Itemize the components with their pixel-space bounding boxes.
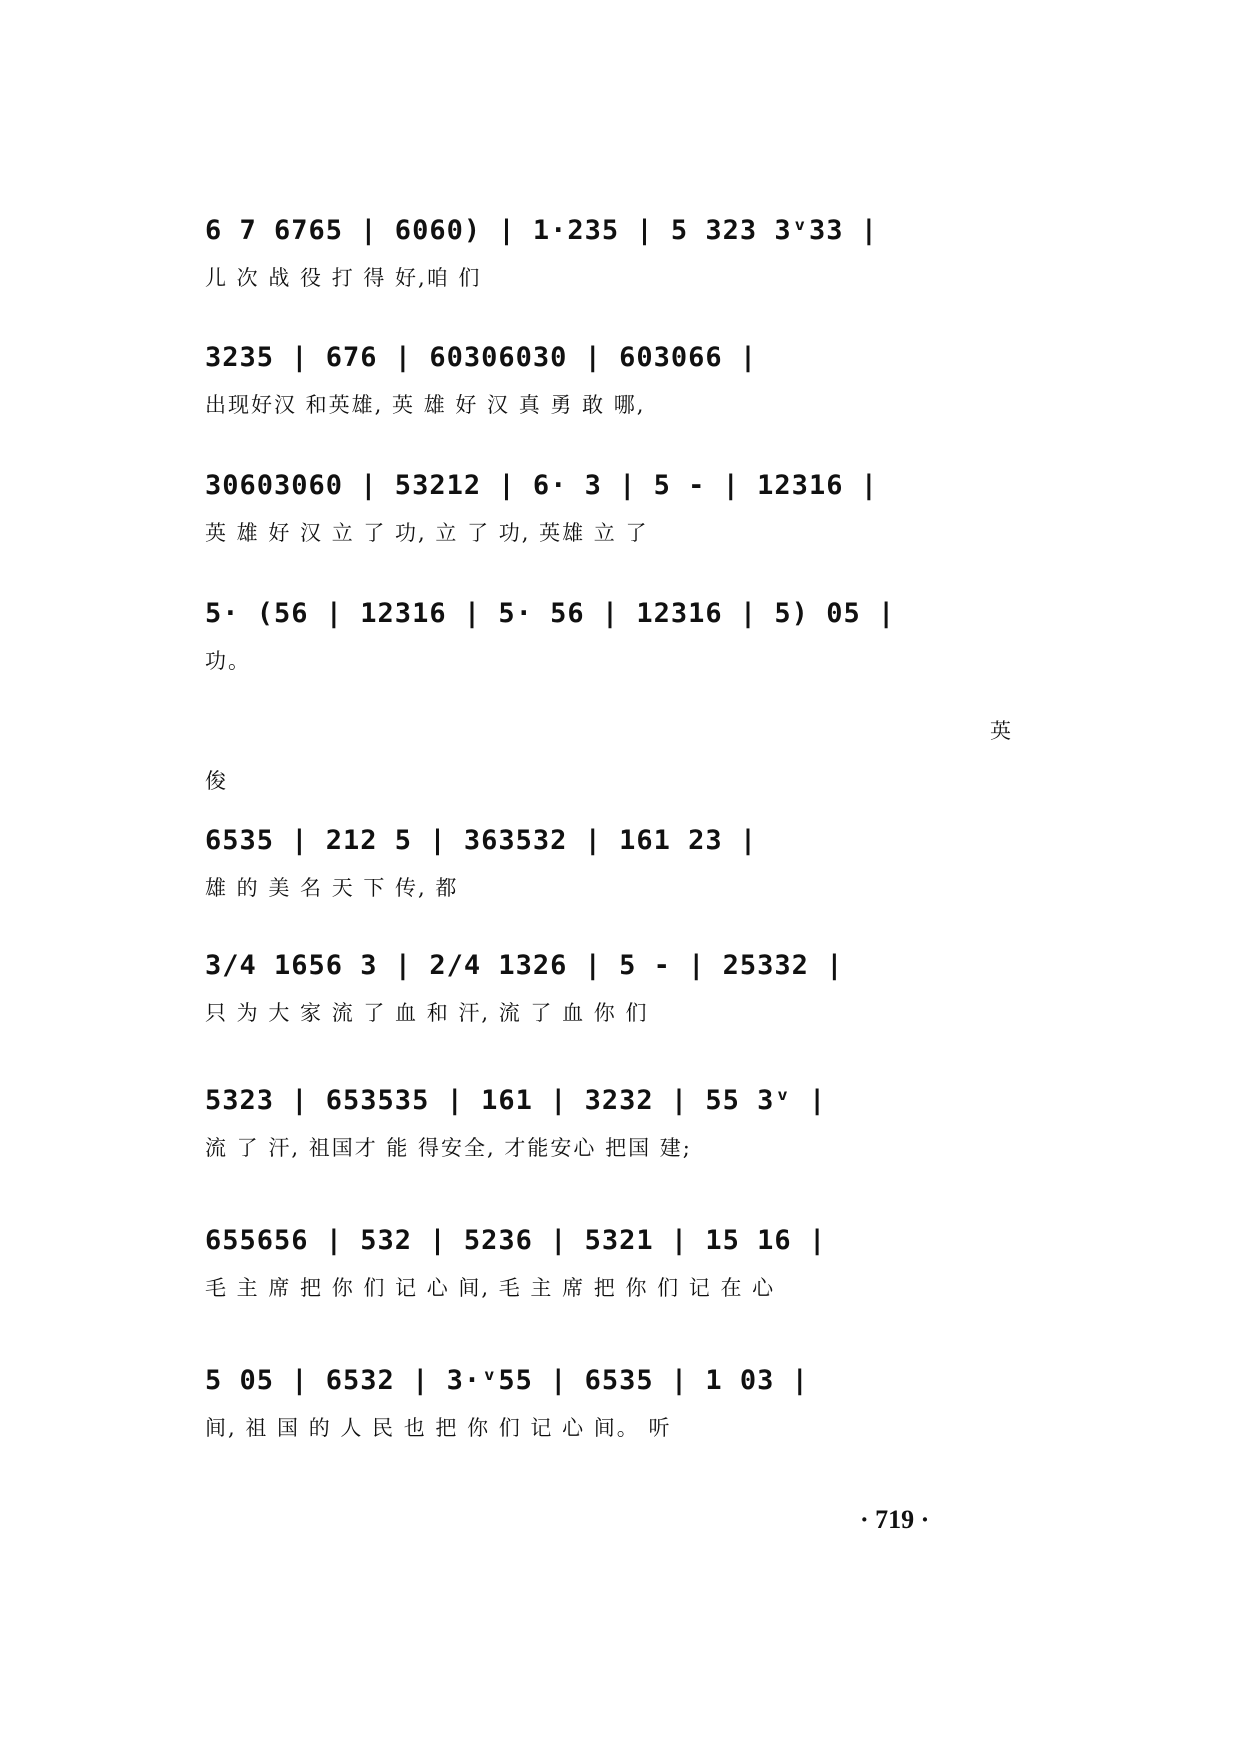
lyrics-line: 儿 次 战 役 打 得 好,咱 们 (205, 266, 482, 290)
score-system-3 (205, 440, 1040, 560)
score-system-9 (205, 1335, 1040, 1455)
notation-line: 655656 | 532 | 5236 | 5321 | 15 16 | (205, 1225, 827, 1256)
score-system-6 (205, 920, 1040, 1040)
notation-line: 5 05 | 6532 | 3·ᵛ55 | 6535 | 1 03 | (205, 1365, 809, 1396)
page-number: · 719 · (860, 1505, 930, 1534)
lyrics-line: 功。 (205, 649, 251, 673)
lyrics-line: 英 雄 好 汉 立 了 功, 立 了 功, 英雄 立 了 (205, 521, 649, 545)
lyrics-line: 流 了 汗, 祖国才 能 得安全, 才能安心 把国 建; (205, 1136, 692, 1160)
score-system-2 (205, 312, 1040, 432)
notation-line: 30603060 | 53212 | 6· 3 | 5 - | 12316 | (205, 470, 878, 501)
score-system-8 (205, 1195, 1040, 1315)
lyrics-line: 出现好汉 和英雄, 英 雄 好 汉 真 勇 敢 哪, (205, 393, 646, 417)
lyrics-line: 毛 主 席 把 你 们 记 心 间, 毛 主 席 把 你 们 记 在 心 (205, 1276, 776, 1300)
notation-line: 5323 | 653535 | 161 | 3232 | 55 3ᵛ | (205, 1085, 827, 1116)
score-system-4 (205, 568, 1040, 688)
lyrics-line: 雄 的 美 名 天 下 传, 都 (205, 876, 459, 900)
notation-line: 6535 | 212 5 | 363532 | 161 23 | (205, 825, 758, 856)
lyrics-line: 间, 祖 国 的 人 民 也 把 你 们 记 心 间。 听 (205, 1416, 672, 1440)
notation-line: 5· (56 | 12316 | 5· 56 | 12316 | 5) 05 | (205, 598, 896, 629)
lyric-fragment: 俊 (205, 769, 226, 793)
notation-line: 3/4 1656 3 | 2/4 1326 | 5 - | 25332 | (205, 950, 844, 981)
score-system-5 (205, 795, 1040, 915)
lyrics-line: 只 为 大 家 流 了 血 和 汗, 流 了 血 你 们 (205, 1001, 649, 1025)
lyric-fragment: 英 (990, 719, 1011, 743)
notation-line: 6 7 6765 | 6060) | 1·235 | 5 323 3ᵛ33 | (205, 215, 878, 246)
score-system-7 (205, 1055, 1040, 1175)
score-system-1 (205, 185, 1040, 305)
notation-line: 3235 | 676 | 60306030 | 603066 | (205, 342, 758, 373)
